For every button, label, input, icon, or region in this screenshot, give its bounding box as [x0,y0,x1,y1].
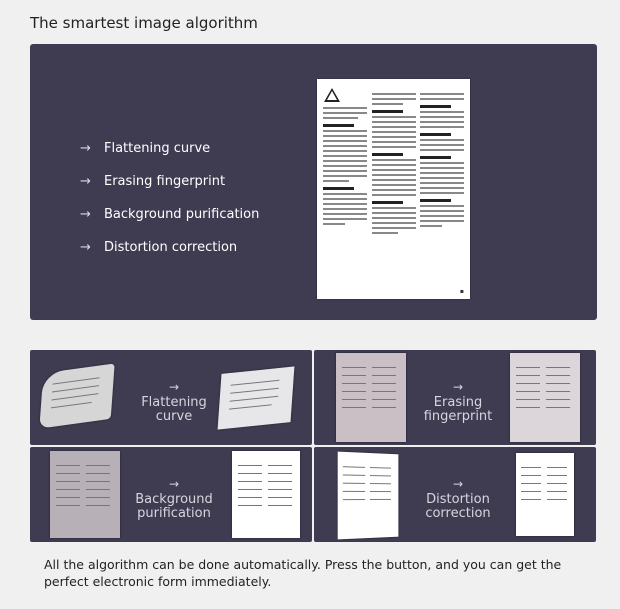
flattened-paper-image [218,366,295,429]
fingerprint-paper-image [336,353,406,442]
tile-distortion-correction [314,447,596,542]
footer-description: All the algorithm can be done automatically. Press the button, and you can get the perfect electronic form immediately. [44,557,562,589]
purified-paper-image [232,451,300,538]
tile-caption: → Distortion correction [406,477,510,521]
document-column [323,107,367,228]
page-title: The smartest image algorithm [30,14,258,32]
arrow-right-icon: → [80,141,91,156]
arrow-right-icon: → [168,380,180,394]
page-number-mark: ▪ [459,288,464,295]
feature-label: Background purification [104,207,260,222]
arrow-right-icon: → [168,477,180,491]
arrow-right-icon: → [80,207,91,222]
arrow-right-icon: → [80,174,91,189]
feature-label: Flattening curve [104,141,211,156]
feature-item [80,198,259,231]
feature-item [80,165,259,198]
cleaned-paper-image [510,353,580,442]
arrow-right-icon: → [452,380,464,394]
tile-caption: → Flattening curve [122,380,226,424]
arrow-right-icon: → [452,477,464,491]
tile-background-purification [30,447,312,542]
distorted-paper-image [338,452,399,540]
corrected-paper-image [516,453,574,536]
document-column [372,93,416,237]
warning-triangle-icon [324,88,340,102]
feature-label: Distortion correction [104,240,238,255]
feature-item [80,231,259,264]
feature-item [80,132,259,165]
tile-caption: → Erasing fingerprint [406,380,510,424]
curved-paper-image [39,363,114,428]
tile-caption: → Background purification [122,477,226,521]
document-preview [317,79,470,299]
document-column [420,93,464,230]
tile-flattening-curve [30,350,312,445]
hero-panel [30,44,597,320]
feature-list [80,132,259,264]
dirty-paper-image [50,451,120,538]
feature-label: Erasing fingerprint [104,174,226,189]
arrow-right-icon: → [80,240,91,255]
tile-erasing-fingerprint [314,350,596,445]
